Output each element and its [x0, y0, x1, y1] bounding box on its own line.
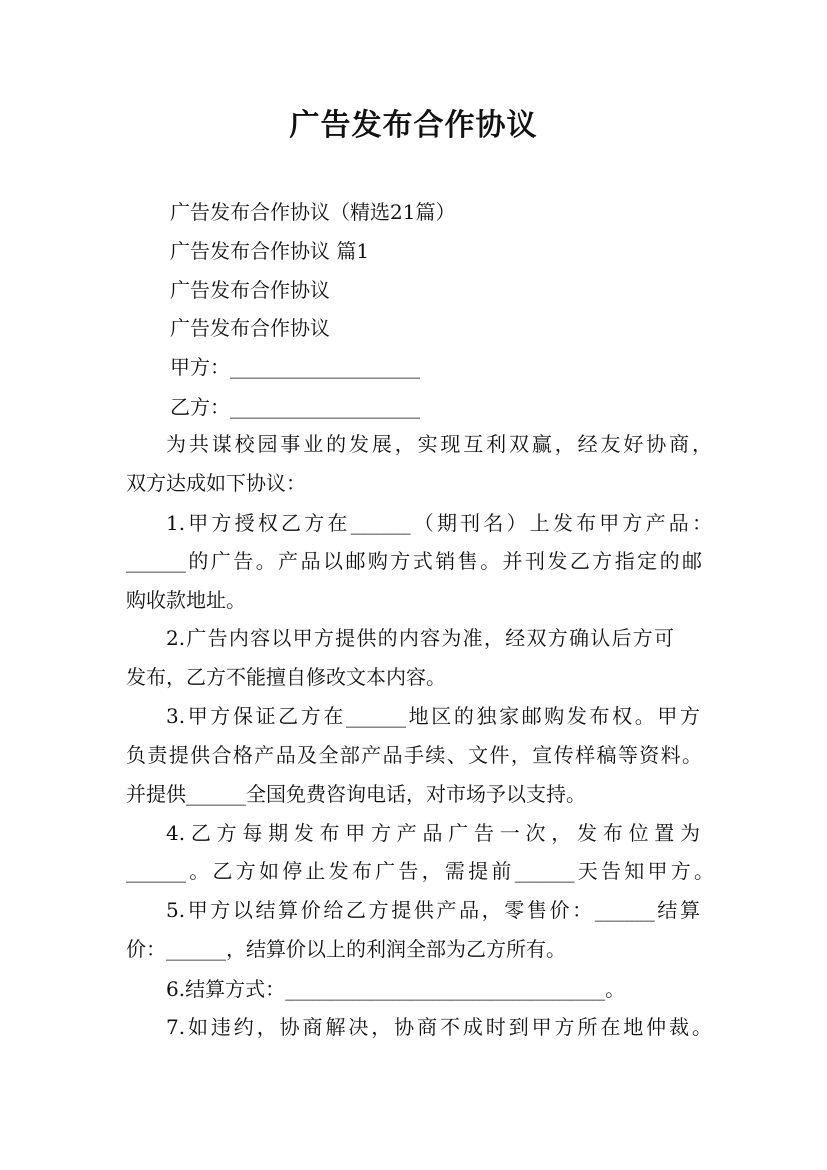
clause-1-line: 1.甲方授权乙方在______（期刊名）上发布甲方产品： [166, 511, 712, 535]
paragraph-line: 为共谋校园事业的发展，实现互利双赢，经友好协商， [166, 432, 712, 456]
clause-1-line: ______的广告。产品以邮购方式销售。并刊发乙方指定的邮 [126, 549, 702, 573]
document-title: 广告发布合作协议 [289, 108, 538, 143]
party-a-line: 甲方：___________________ [170, 355, 420, 379]
subtitle-line: 广告发布合作协议（精选21篇） [170, 200, 456, 224]
clause-5-line: 5.甲方以结算价给乙方提供产品，零售价：______结算 [166, 898, 700, 922]
clause-3-line: 负责提供合格产品及全部产品手续、文件，宣传样稿等资料。 [126, 743, 702, 767]
clause-6-line: 6.结算方式：________________________________。 [166, 977, 626, 1001]
clause-5-line: 价：______，结算价以上的利润全部为乙方所有。 [126, 937, 566, 961]
clause-4-line: ______。乙方如停止发布广告，需提前______天告知甲方。 [126, 859, 714, 883]
party-b-line: 乙方：___________________ [170, 395, 420, 419]
clause-4-line: 4.乙方每期发布甲方产品广告一次，发布位置为 [166, 821, 700, 845]
clause-3-line: 3.甲方保证乙方在______地区的独家邮购发布权。甲方 [166, 704, 700, 728]
section-heading: 广告发布合作协议 篇1 [170, 239, 370, 263]
text-line: 广告发布合作协议 [170, 278, 330, 302]
clause-2-line: 发布，乙方不能擅自修改文本内容。 [126, 665, 446, 689]
clause-2-line: 2.广告内容以甲方提供的内容为准，经双方确认后方可 [166, 626, 674, 650]
clause-1-line: 购收款地址。 [126, 588, 246, 612]
clause-7-line: 7.如违约，协商解决，协商不成时到甲方所在地仲裁。 [166, 1015, 712, 1039]
paragraph-line: 双方达成如下协议： [126, 471, 306, 495]
clause-3-line: 并提供______全国免费咨询电话，对市场予以支持。 [126, 782, 586, 806]
text-line: 广告发布合作协议 [170, 316, 330, 340]
